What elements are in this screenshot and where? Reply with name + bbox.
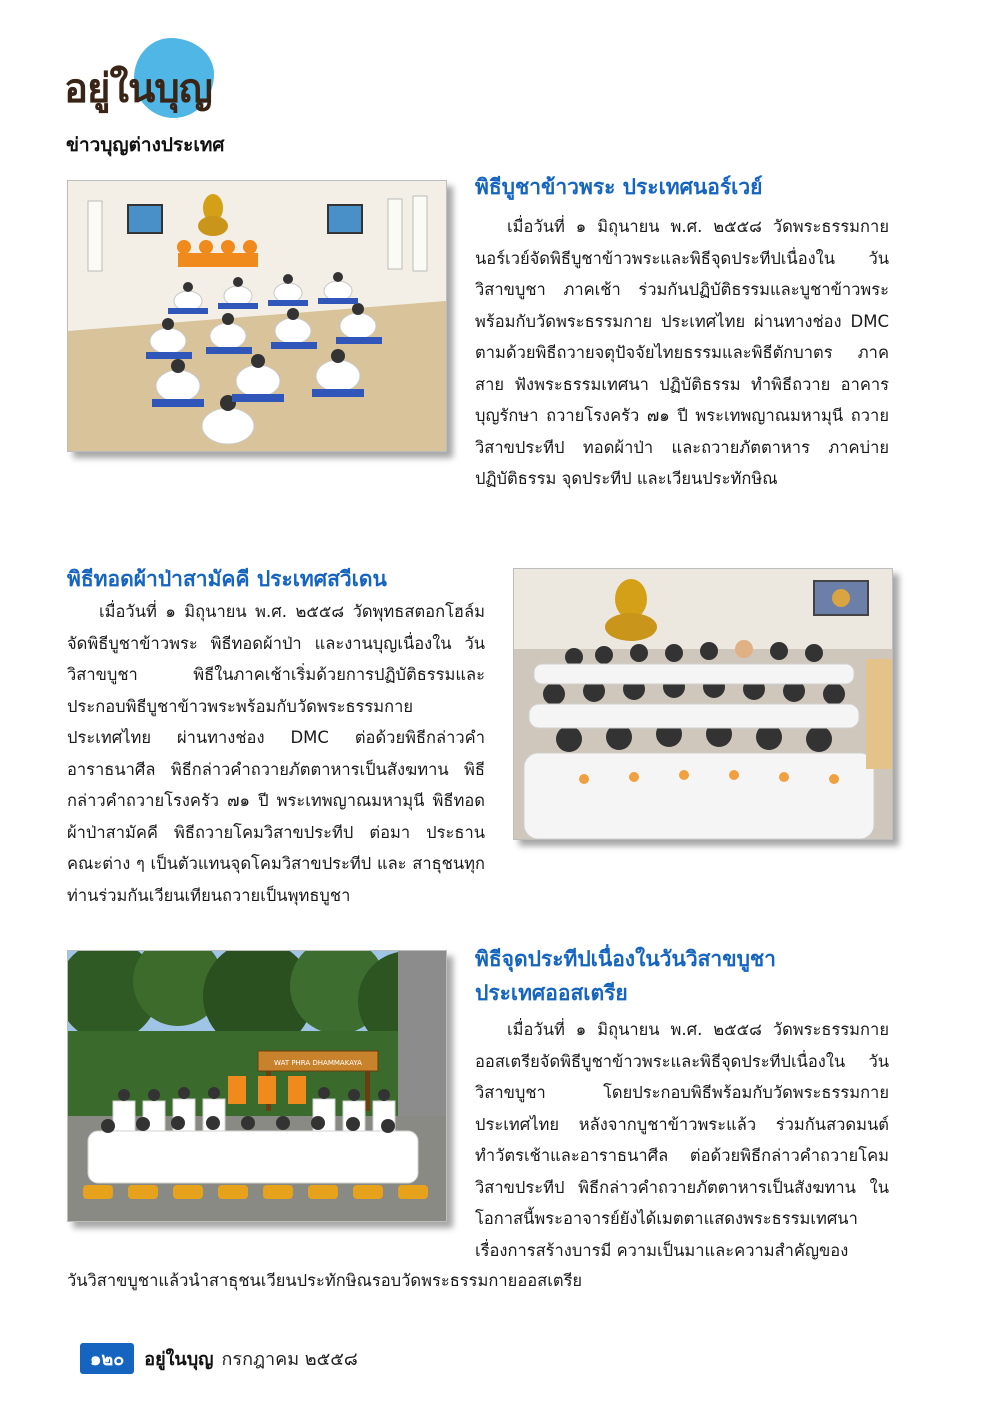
article-austria-body: [475, 1014, 889, 1266]
article-austria-title-line2: ประเทศออสเตรีย: [475, 981, 628, 1005]
article-austria-title: [475, 942, 776, 1010]
article-sweden-text: เมื่อวันที่ ๑ มิถุนายน พ.ศ. ๒๕๕๘ วัดพุทธสตอกโฮล์ม จัดพิธีบูชาข้าวพระ พิธีทอดผ้าป่า และงานบุญเนื่องใน วันวิสาขบูชา พิธีในภาคเช้าเริ่มด้วยการปฏิบัติธรรมและ ประกอบพิธีบูชาข้าวพระพร้อมกับวัดพระธรรมกาย ประเทศไทย ผ่านทางช่อง DMC ต่อด้วยพิธีกล่าวคำ อาราธนาศีล พิธีกล่าวคำถวายภัตตาหารเป็นสังฆทาน พิธีกล่าวคำถวายโรงครัว ๗๑ ปี พระเทพญาณมหามุนี พิธีทอดผ้าป่าสามัคคี พิธีถวายโคมวิสาขประทีป ต่อมา ประธานคณะต่าง ๆ เป็นตัวแทนจุดโคมวิสาขประทีป และ สาธุชนทุกท่านร่วมกันเวียนเทียนถวายเป็นพุทธบูชา: [67, 602, 485, 905]
austria-group-photo: [67, 950, 447, 1222]
footer-issue-date: กรกฎาคม ๒๕๕๘: [221, 1348, 358, 1370]
article-sweden-body: [67, 596, 485, 911]
article-norway-title: พิธีบูชาข้าวพระ ประเทศนอร์เวย์: [475, 175, 763, 199]
norway-photo-illustration: [68, 181, 446, 451]
article-austria-tail-text: วันวิสาขบูชาแล้วนำสาธุชนเวียนประทักษิณรอบวัดพระธรรมกายออสเตรีย: [67, 1271, 583, 1290]
article-austria-title-line1: พิธีจุดประทีปเนื่องในวันวิสาขบูชา: [475, 947, 776, 971]
magazine-logo: [64, 38, 224, 128]
temple-banner-text: WAT PHRA DHAMMAKAYA: [274, 1059, 362, 1067]
page-footer: [80, 1343, 358, 1373]
austria-photo-illustration: [68, 951, 446, 1221]
article-norway-body: [475, 211, 889, 495]
article-austria-text: เมื่อวันที่ ๑ มิถุนายน พ.ศ. ๒๕๕๘ วัดพระธรรมกาย ออสเตรียจัดพิธีบูชาข้าวพระและพิธีจุดประทีปเนื่องใน วันวิสาขบูชา โดยประกอบพิธีพร้อมกับวัดพระธรรมกาย ประเทศไทย หลังจากบูชาข้าวพระแล้ว ร่วมกันสวดมนต์ ทำวัตรเช้าและอาราธนาศีล ต่อด้วยพิธีกล่าวคำถวายโคม วิสาขประทีป พิธีกล่าวคำถวายภัตตาหารเป็นสังฆทาน ในโอกาสนี้พระอาจารย์ยังได้เมตตาแสดงพระธรรมเทศนา เรื่องการสร้างบารมี ความเป็นมาและความสำคัญของ: [475, 1020, 889, 1260]
footer-magazine-name: อยู่ในบุญ: [144, 1348, 214, 1370]
norway-meditation-photo: [67, 180, 447, 452]
sweden-photo-illustration: [514, 569, 892, 839]
article-sweden-title: พิธีทอดผ้าป่าสามัคคี ประเทศสวีเดน: [67, 567, 387, 591]
article-norway-text: เมื่อวันที่ ๑ มิถุนายน พ.ศ. ๒๕๕๘ วัดพระธรรมกาย นอร์เวย์จัดพิธีบูชาข้าวพระและพิธีจุดประทีปเนื่องใน วันวิสาขบูชา ภาคเช้า ร่วมกันปฏิบัติธรรมและบูชาข้าวพระ พร้อมกับวัดพระธรรมกาย ประเทศไทย ผ่านทางช่อง DMC ตามด้วยพิธีถวายจตุปัจจัยไทยธรรมและพิธีตักบาตร ภาคสาย ฟังพระธรรมเทศนา ปฏิบัติธรรม ทำพิธีถวาย อาคารบุญรักษา ถวายโรงครัว ๗๑ ปี พระเทพญาณมหามุนี ถวายวิสาขประทีป ทอดผ้าป่า และถวายภัตตาหาร ภาคบ่าย ปฏิบัติธรรม จุดประทีป และเวียนประทักษิณ: [475, 217, 889, 488]
section-label: ข่าวบุญต่างประเทศ: [66, 134, 225, 156]
sweden-group-photo: [513, 568, 893, 840]
logo-text: อยู่ในบุญ: [64, 65, 212, 112]
page-number: ๑๒๐: [80, 1343, 134, 1374]
article-austria-body-tail: [67, 1265, 889, 1297]
